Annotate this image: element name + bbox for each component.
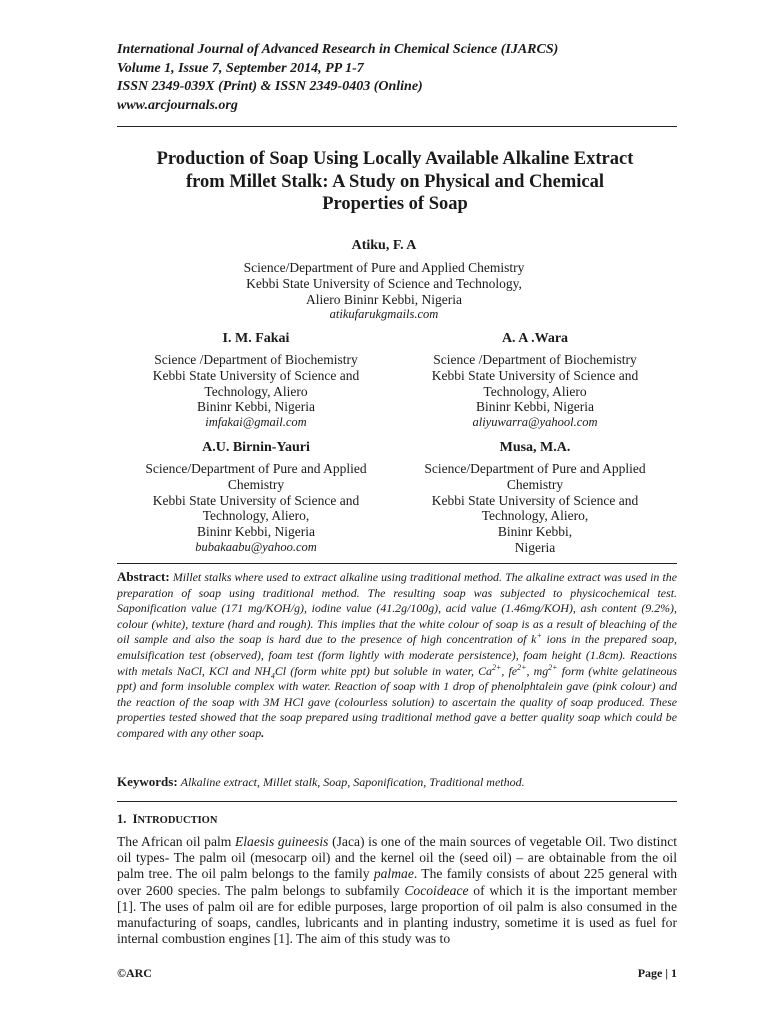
abstract-text: ions in the prepared soap, emulsification test (observed), foam test (form lightly with moderate persistence), foam height (1.8cm). Reactions with metals NaCl, KCl and NH xyxy=(117,632,678,678)
affiliation-line: Science/Department of Pure and Applied xyxy=(424,461,646,476)
abstract-text: , mg xyxy=(526,663,549,678)
affiliation-line: Science/Department of Pure and Applied Chemistry xyxy=(243,260,525,275)
section-title-rest: NTRODUCTION xyxy=(137,815,218,826)
abstract-text: , fe xyxy=(501,663,518,678)
abstract-text: form (white gelatineous ppt) and form insoluble complex with water. Reaction of soap with 1 drop of phenolphtalein gave (pink colour) and the reaction of the soap with 3M HCl gave (colourless solution) to ascertain the quality of soap produced. These properties tested showed that the soap prepared using traditional method gave a better quality soap which could be compared with any other soap xyxy=(117,663,677,740)
affiliation-line: Science/Department of Pure and Applied xyxy=(145,461,367,476)
keywords-bottom-divider xyxy=(117,801,677,802)
author-name-musa: Musa, M.A. xyxy=(499,440,571,455)
affiliation-line: Kebbi State University of Science and Technology, xyxy=(246,275,522,291)
affiliation-line: Bininr Kebbi, Nigeria xyxy=(475,399,595,415)
affiliation-line: Chemistry xyxy=(227,476,285,492)
abstract-label: Abstract: xyxy=(117,569,170,584)
author-affiliation-birnin-yauri xyxy=(121,461,391,556)
author-name-wara: A. A .Wara xyxy=(501,331,569,346)
title-line: from Millet Stalk: A Study on Physical and Chemical xyxy=(186,171,604,192)
affiliation-line: Bininr Kebbi, Nigeria xyxy=(196,524,316,540)
affiliation-line: Bininr Kebbi, xyxy=(497,524,573,540)
title-line: Properties of Soap xyxy=(322,194,468,214)
affiliation-line: Technology, Aliero xyxy=(204,383,308,399)
affiliation-line: Kebbi State University of Science and xyxy=(152,492,360,508)
author-affiliation-fakai xyxy=(121,352,391,431)
title-line: Production of Soap Using Locally Available Alkaline Extract xyxy=(156,149,634,169)
keywords-label: Keywords: xyxy=(117,774,178,789)
affiliation-line: Technology, Aliero xyxy=(483,383,587,399)
abstract-superscript: 2+ xyxy=(491,662,502,672)
footer-copyright: ©ARC xyxy=(117,966,152,980)
intro-text: The African oil palm xyxy=(117,834,235,849)
author-name-fakai: I. M. Fakai xyxy=(222,331,290,346)
intro-text: of which it is the important member [1]. The uses of palm oil are for edible purposes, large proportion of oil palm is also consumed in the manufacturing of soaps, candles, lubricants and in planting industry, sometime it is used as fuel for internal combustion engines [1]. The aim of this study was to xyxy=(117,882,677,947)
intro-text: (Jaca) is one of the main sources of vegetable Oil. Two distinct oil types- The palm oil (mesocarp oil) and the kernel oil the (seed oil) – are obtainable from the oil palm tree. The oil palm belongs to the family xyxy=(117,834,677,882)
author-email-wara: aliyuwarra@yahool.com xyxy=(472,415,598,430)
affiliation-line: Technology, Aliero, xyxy=(481,508,589,524)
author-email-atiku: atikufarukgmails.com xyxy=(329,307,439,322)
author-affiliation-musa xyxy=(400,461,670,556)
abstract-text: Cl (form white ppt) but soluble in water, Ca xyxy=(274,663,492,678)
affiliation-line: Kebbi State University of Science and xyxy=(431,367,639,383)
keywords xyxy=(117,774,677,790)
journal-issn: ISSN 2349-039X (Print) & ISSN 2349-0403 (Online) xyxy=(117,79,423,94)
section-heading-introduction xyxy=(117,812,217,827)
intro-subfamily-name: Cocoideace xyxy=(404,882,469,898)
journal-volume: Volume 1, Issue 7, September 2014, PP 1-7 xyxy=(117,60,364,76)
abstract-period: . xyxy=(261,725,265,740)
journal-header xyxy=(117,41,677,115)
introduction-paragraph xyxy=(117,834,677,947)
header-divider xyxy=(117,126,677,127)
abstract-superscript: 2+ xyxy=(517,662,527,672)
affiliation-line: Aliero Bininr Kebbi, Nigeria xyxy=(306,291,462,307)
author-name-birnin-yauri: A.U. Birnin-Yauri xyxy=(202,440,310,455)
abstract-text: Millet stalks where used to extract alkaline using traditional method. The alkaline extract was used in the preparation of soap using traditional method. The resulting soap was subjected to physicochemical test. Saponification value (171 mg/KOH/g), iodine value (41.2g/100g), acid value (1.46mg/KOH), ash content (9.2%), colour (white), texture (hard and rough). This implies that the white colour of soap is as a result of bleaching of the oil sample and also the soap is hard due to the presence of high concentration of k xyxy=(117,570,677,647)
affiliation-line: Nigeria xyxy=(514,539,556,555)
abstract-superscript: 2+ xyxy=(548,662,558,672)
affiliation-line: Technology, Aliero, xyxy=(202,508,310,524)
author-email-birnin-yauri: bubakaabu@yahoo.com xyxy=(195,539,317,554)
abstract-superscript: + xyxy=(536,631,542,641)
intro-species-name: Elaesis guineesis xyxy=(234,834,329,849)
paper-title xyxy=(100,148,690,216)
intro-family-name: palmae xyxy=(373,866,414,882)
abstract xyxy=(117,569,677,742)
section-number: 1. xyxy=(117,812,127,826)
intro-text: . The family consists of about 225 general with over 2600 species. The palm belongs to subfamily xyxy=(117,866,677,898)
journal-name: International Journal of Advanced Research in Chemical Science (IJARCS) xyxy=(117,42,559,57)
affiliation-line: Science /Department of Biochemistry xyxy=(154,352,358,367)
section-title-initial: I xyxy=(132,812,138,826)
affiliation-line: Kebbi State University of Science and xyxy=(431,492,639,508)
abstract-top-divider xyxy=(117,563,677,564)
journal-website: www.arcjournals.org xyxy=(117,97,238,113)
footer-page-number: Page | 1 xyxy=(637,966,677,980)
abstract-subscript: 4 xyxy=(270,670,275,680)
author-name-atiku: Atiku, F. A xyxy=(351,238,417,253)
affiliation-line: Chemistry xyxy=(506,476,564,492)
affiliation-line: Bininr Kebbi, Nigeria xyxy=(196,399,316,415)
affiliation-line: Kebbi State University of Science and xyxy=(152,367,360,383)
affiliation-line: Science /Department of Biochemistry xyxy=(433,352,637,367)
author-email-fakai: imfakai@gmail.com xyxy=(205,415,307,430)
author-affiliation-atiku xyxy=(214,260,554,323)
author-affiliation-wara xyxy=(400,352,670,431)
keywords-text: Alkaline extract, Millet stalk, Soap, Saponification, Traditional method. xyxy=(180,775,525,789)
